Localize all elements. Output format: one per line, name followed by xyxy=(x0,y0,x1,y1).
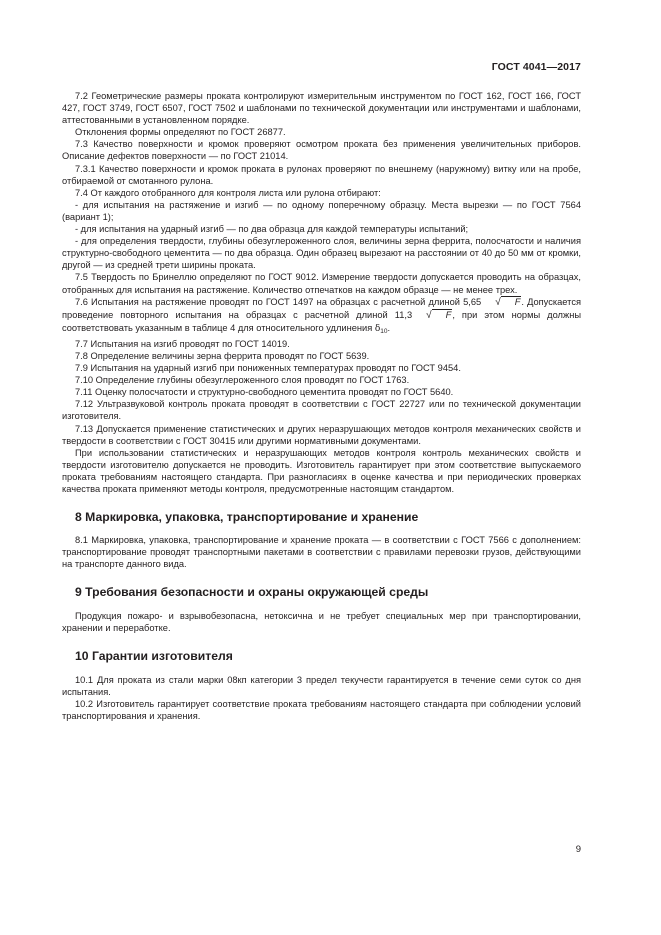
paragraph-10-2: 10.2 Изготовитель гарантирует соответствие проката требованиям настоящего стандарта при соблюдении условий транспортирования и хранения. xyxy=(62,698,581,721)
sqrt-formula-1 xyxy=(482,296,521,309)
section-10-heading: 10 Гарантии изготовителя xyxy=(75,648,233,663)
paragraph-7-3: 7.3 Качество поверхности и кромок проверяют осмотром проката без применения увеличительных приборов. Описание дефектов поверхности — по ГОСТ 21014. xyxy=(62,139,581,162)
paragraph-7-6-part-a: 7.6 Испытания на растяжение проводят по ГОСТ 1497 на образцах с расчетной длиной 5,65 xyxy=(75,296,482,307)
paragraph-7-10: 7.10 Определение глубины обезуглероженного слоя проводят по ГОСТ 1763. xyxy=(75,375,410,386)
sqrt-argument: F xyxy=(432,309,453,320)
paragraph-8-1: 8.1 Маркировка, упаковка, транспортирование и хранение проката — в соответствии с ГОСТ 7566 с дополнением: транспортирование проводят транспортными пакетами в соответствии с правилами перевозки грузов, действующими на транспорте данного вида. xyxy=(62,535,581,570)
list-item-hardness: - для определения твердости, глубины обезуглероженного слоя, величины зерна феррита, полосчатости и наличия структурно-свободного цементита — по два образца. Один образец вырезают на расстоянии от 40 до 50 мм от кромки, другой — из средней трети ширины проката. xyxy=(62,236,581,271)
paragraph-7-6-part-b: . Допускается проведение повторного испытания на образцах с расчетной длиной 11,3 xyxy=(62,296,582,320)
paragraph-7-9: 7.9 Испытания на ударный изгиб при пониженных температурах проводят по ГОСТ 9454. xyxy=(75,363,461,374)
sqrt-argument: F xyxy=(501,296,522,307)
paragraph-7-2: 7.2 Геометрические размеры проката контролируют измерительным инструментом по ГОСТ 162, ГОСТ 166, ГОСТ 427, ГОСТ 3749, ГОСТ 6507, ГОСТ 7502 и шаблонами по технической документации или инструментами и шаблонами, аттестованными в установленном порядке. xyxy=(62,91,581,126)
page-number: 9 xyxy=(575,844,581,855)
paragraph-7-4: 7.4 От каждого отобранного для контроля листа или рулона отбирают: xyxy=(75,187,381,198)
list-item-tensile-bend: - для испытания на растяжение и изгиб — по одному поперечному образцу. Места вырезки — по ГОСТ 7564 (вариант 1); xyxy=(62,199,581,222)
paragraph-statistical-methods: При использовании статистических и неразрушающих методов контроля контроль механических свойств и твердости изготовителю допускается не проводить. Изготовитель гарантирует при этом соответствие выпускаемого проката требованиям настоящего стандарта. При разногласиях в оценке качества и при периодических проверках качества проката применяют методы контроля, предусмотренные настоящим стандартом. xyxy=(62,447,581,494)
paragraph-7-3-1: 7.3.1 Качество поверхности и кромок проката в рулонах проверяют по внешнему (наружному) витку или на пробе, отбираемой от смотанного рулона. xyxy=(62,163,581,186)
paragraph-9: Продукция пожаро- и взрывобезопасна, нетоксична и не требует специальных мер при транспортировании, хранении и переработке. xyxy=(62,611,581,634)
paragraph-7-6-part-d: . xyxy=(387,322,391,333)
paragraph-7-8: 7.8 Определение величины зерна феррита проводят по ГОСТ 5639. xyxy=(75,350,370,361)
paragraph-7-5: 7.5 Твердость по Бринеллю определяют по ГОСТ 9012. Измерение твердости допускается проводить на образцах, отобранных для испытания на растяжение. Количество отпечатков на каждом образце — не менее трех. xyxy=(62,272,581,295)
sqrt-symbol: √ xyxy=(495,296,501,308)
sqrt-symbol: √ xyxy=(426,309,432,321)
paragraph-7-11: 7.11 Оценку полосчатости и структурно-свободного цементита проводят по ГОСТ 5640. xyxy=(75,387,454,398)
paragraph-7-7: 7.7 Испытания на изгиб проводят по ГОСТ 14019. xyxy=(75,338,290,349)
page-content xyxy=(62,90,581,722)
paragraph-form-deviations: Отклонения формы определяют по ГОСТ 26877. xyxy=(75,127,286,138)
paragraph-10-1: 10.1 Для проката из стали марки 08кп категории 3 предел текучести гарантируется в течение семи суток со дня испытания. xyxy=(62,674,581,697)
paragraph-7-6 xyxy=(62,296,581,338)
delta-subscript: 10 xyxy=(380,327,388,335)
paragraph-7-13: 7.13 Допускается применение статистических и других неразрушающих методов контроля механических свойств и твердости в соответствии с ГОСТ 30415 или другими нормативными документами. xyxy=(62,423,581,446)
paragraph-7-6-part-c: , при этом нормы должны соответствовать указанным в таблице 4 для относительного удлинения xyxy=(62,309,582,333)
paragraph-7-12: 7.12 Ультразвуковой контроль проката проводят в соответствии с ГОСТ 22727 или по технической документации изготовителя. xyxy=(62,399,581,422)
delta-symbol: δ xyxy=(374,323,381,334)
sqrt-formula-2 xyxy=(413,309,452,322)
list-item-impact: - для испытания на ударный изгиб — по два образца для каждой температуры испытаний; xyxy=(75,224,469,235)
document-code-header: ГОСТ 4041—2017 xyxy=(491,61,581,73)
section-9-heading: 9 Требования безопасности и охраны окружающей среды xyxy=(75,585,429,600)
section-8-heading: 8 Маркировка, упаковка, транспортирование и хранение xyxy=(75,510,419,525)
